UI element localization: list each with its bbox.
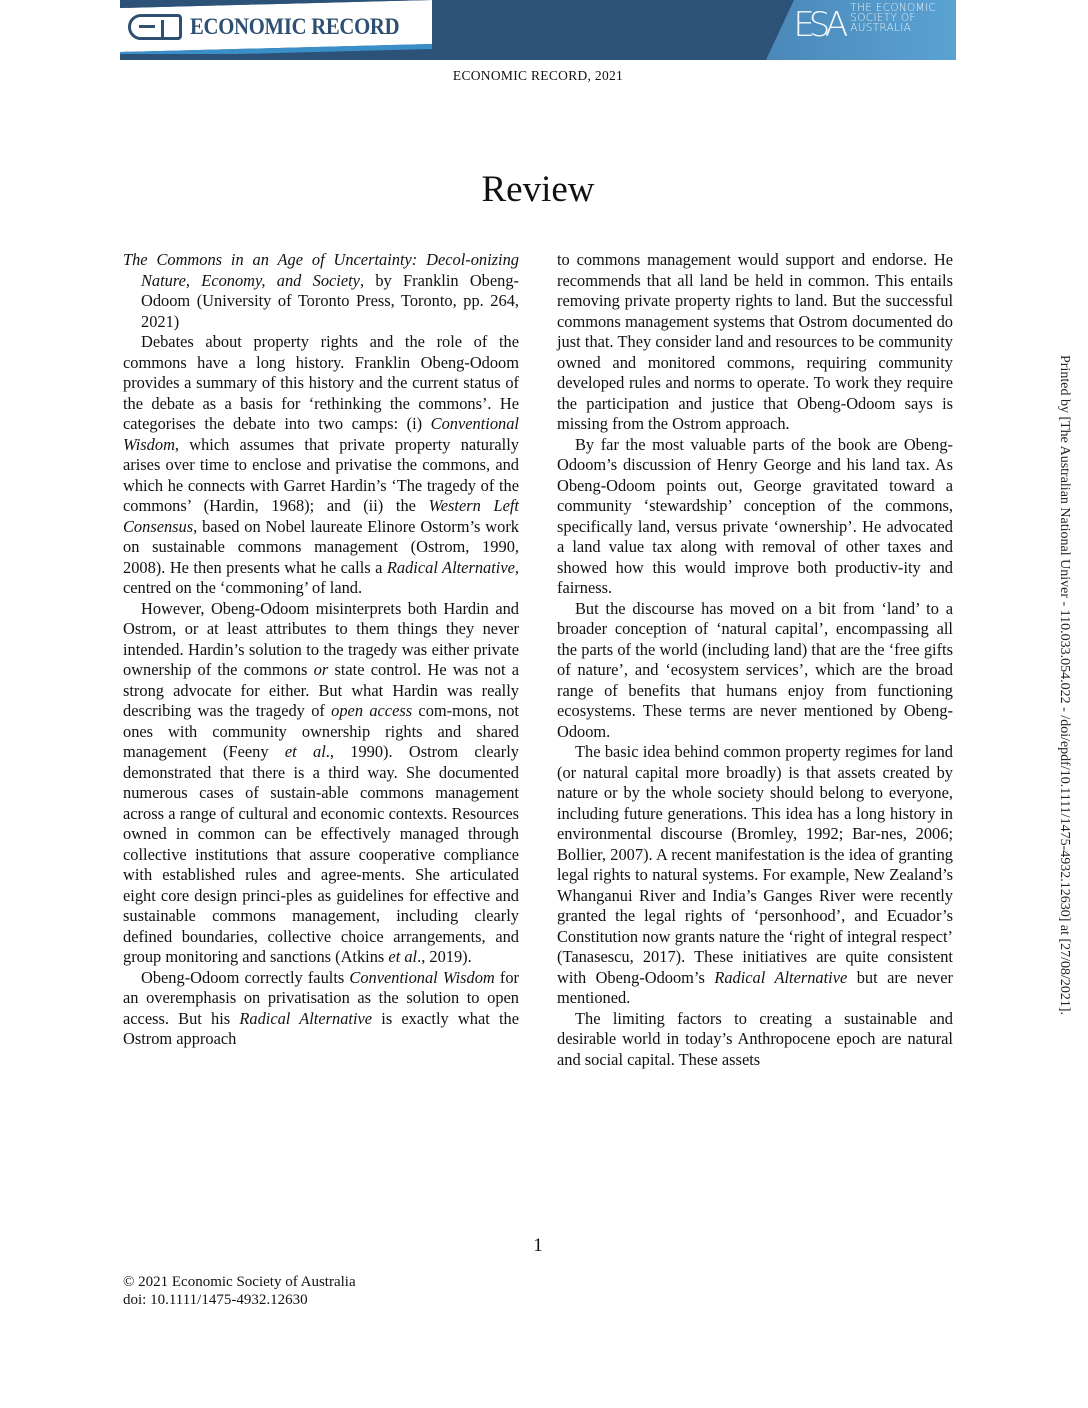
society-logo <box>793 3 936 47</box>
paragraph: But the discourse has moved on a bit from ‘land’ to a broader conception of ‘natural capital’, encompassing all the parts of the world (including land) that are the ‘free gifts of nature’, and ‘ecosystem services’, which are the broad range of benefits that humans enjoy from functioning ecosystems. These terms are never mentioned by Obeng-Odoom. <box>557 598 953 741</box>
paragraph <box>123 332 519 599</box>
society-name-line: SOCIETY OF <box>850 12 916 24</box>
right-column <box>557 250 953 1070</box>
society-name <box>850 3 936 33</box>
paragraph-continued: to commons management would support and endorse. He recommends that all land be held in common. This entails removing private property rights to land. But the successful commons management systems that Ostrom documented do just that. They consider land and resources to be community owned and monitored commons, requiring community developed rules and norms to operate. To work they require the participation and justice that Obeng-Odoom says is missing from the Ostrom approach. <box>557 250 953 433</box>
text-run: com-mons, not ones with community ownership rights and shared management (Feeny <box>123 701 519 761</box>
copyright-notice: © 2021 Economic Society of Australia <box>123 1274 356 1290</box>
book-byline: , by Franklin Obeng-Odoom (University of Toronto Press, Toronto, pp. 264, 2021) <box>141 270 520 331</box>
paragraph: By far the most valuable parts of the book are Obeng-Odoom’s discussion of Henry George and his land tax. As Obeng-Odoom points out, George gravitated toward a community ‘stewardship’ conception of the commons, specifically land, versus private ‘ownership’. He advocated a land value tax along with removal of other taxes and showed how this would improve both productiv-ity and fairness. <box>557 434 953 597</box>
journal-banner <box>120 0 956 60</box>
journal-name: ECONOMIC RECORD <box>190 14 400 39</box>
doi-link[interactable]: doi: 10.1111/1475-4932.12630 <box>123 1292 308 1308</box>
italic-term: et al <box>388 947 418 966</box>
page-title: Review <box>481 168 595 210</box>
italic-term: Radical Alternative <box>239 1008 373 1028</box>
text-run: , based on Nobel laureate Elinore Ostorm’s work on sustainable commons management (Ostrom, 1990, 2008). He then presents what he calls a <box>123 516 519 577</box>
italic-term: Conventional Wisdom <box>123 414 519 454</box>
book-reference <box>123 250 519 332</box>
society-name-line: AUSTRALIA <box>850 22 912 34</box>
text-run: ., 1990). Ostrom clearly demonstrated that there is a third way. She documented numerous cases of sustain-able commons management across a range of cultural and economic contexts. Resources owned in common can be effectively managed through collective institutions that assure cooperative compliance with established rules and agree-ments. She articulated eight core design princi-ples as guidelines for effective and sustainable commons management, including clearly defined boundaries, collective choice arrangements, and group monitoring and sanctions (Atkins <box>123 742 519 966</box>
text-run: The basic idea behind common property regimes for land (or natural capital more broadly) is that assets created by nature or by the whole society should belong to everyone, including future generations. This idea has a long history in environmental discourse (Bromley, 1992; Bar-nes, 2006; Bollier, 2007). A recent manifestation is the idea of granting legal rights to natural systems. For example, New Zealand’s Whanganui River and India’s Ganges River were recently granted the legal rights of ‘personhood’, and Ecuador’s Constitution now grants nature the ‘right of integral respect’ (Tanasescu, 2017). These initiatives are quite consistent with Obeng-Odoom’s <box>557 742 953 987</box>
esa-monogram-icon: ESA <box>793 5 843 45</box>
italic-term: Radical Alternative <box>386 557 515 577</box>
italic-term: Radical Alternative <box>714 967 848 987</box>
journal-logo <box>128 14 423 40</box>
text-run: Debates about property rights and the role of the commons have a long history. Franklin Obeng-Odoom provides a summary of this history and the current status of the debate as a basis for ‘rethinking the commons’. He categorises the debate into two camps: (i) <box>123 332 519 433</box>
paragraph <box>123 968 519 1050</box>
left-column <box>123 250 519 1050</box>
page-number: 1 <box>533 1235 543 1256</box>
text-run: Obeng-Odoom correctly faults <box>141 967 350 987</box>
paragraph: The limiting factors to creating a sustainable and desirable world in today’s Anthropocene epoch are natural and social capital. These assets <box>557 1008 953 1069</box>
print-stamp: Printed by [The Australian National Univer - 110.033.054.022 - /doi/epdf/10.1111/1475-4932.12630] at [27/08/2021]. <box>1057 355 1072 1016</box>
text-run: is exactly what the Ostrom approach <box>123 1008 519 1048</box>
italic-term: Conventional Wisdom <box>349 967 495 987</box>
footer <box>123 1273 356 1309</box>
text-run: , which assumes that private property naturally arises over time to enclose and privatise the commons, and which he connects with Garret Hardin’s ‘The tragedy of the commons’ (Hardin, 1968); and (ii) the <box>123 434 519 515</box>
running-head: ECONOMIC RECORD, 2021 <box>452 68 624 83</box>
text-run: ., 2019). <box>417 947 472 966</box>
book-title: The Commons in an Age of Uncertainty: Decol-onizing Nature, Economy, and Society <box>123 250 519 290</box>
text-run: but are never mentioned. <box>557 967 953 1007</box>
paragraph <box>123 599 519 968</box>
text-run: for an overemphasis on privatisation as the solution to open access. But his <box>123 967 519 1028</box>
italic-term: open access <box>331 701 413 720</box>
italic-term: Western Left Consensus <box>123 496 519 536</box>
text-run: state control. He was not a strong advocate for either. But what Hardin was really describing was the tragedy of <box>123 660 520 720</box>
text-run: However, Obeng-Odoom misinterprets both Hardin and Ostrom, or at least attributes to them things they never intended. Hardin’s solution to the tragedy was either private ownership of the commons <box>123 598 519 679</box>
italic-term: et al <box>284 742 326 761</box>
paragraph <box>557 742 953 1009</box>
text-run: , centred on the ‘commoning’ of land. <box>123 557 519 597</box>
er-monogram-icon <box>128 14 182 40</box>
italic-term: or <box>313 660 329 679</box>
society-name-line: THE ECONOMIC <box>850 2 936 14</box>
